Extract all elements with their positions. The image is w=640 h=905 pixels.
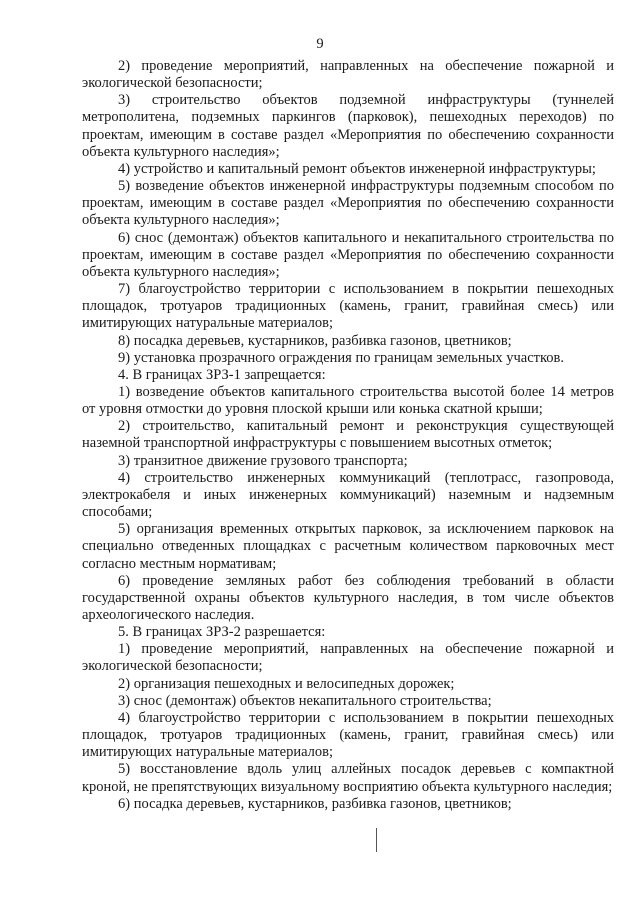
paragraph: 2) организация пешеходных и велосипедных дорожек; (118, 675, 455, 692)
paragraph: 4) устройство и капитальный ремонт объектов инженерной инфраструктуры; (118, 160, 596, 177)
paragraph: 1) возведение объектов капитального строительства высотой более 14 метров от уровня отмостки до уровня плоской крыши или конька скатной крыши; (82, 383, 614, 418)
paragraph: 7) благоустройство территории с использованием в покрытии пешеходных площадок, тротуаров традиционных (камень, гранит, гравийная смесь) или имитирующих натуральные материалов; (82, 281, 614, 332)
paragraph: 3) снос (демонтаж) объектов некапитального строительства; (118, 692, 492, 709)
paragraph: 6) проведение земляных работ без соблюдения требований в области государственной охраны объектов культурного наследия, в том числе объектов археологического наследия. (82, 572, 614, 623)
paragraph: 6) снос (демонтаж) объектов капитального и некапитального строительства по проектам, имеющим в составе раздел «Мероприятия по обеспечению сохранности объекта культурного наследия»; (82, 229, 614, 280)
paragraph: 2) проведение мероприятий, направленных на обеспечение пожарной и экологической безопасности; (82, 58, 614, 92)
paragraph: 3) строительство объектов подземной инфраструктуры (туннелей метрополитена, подземных паркингов (парковок), пешеходных переходов) по проектам, имеющим в составе раздел «Мероприятия по обеспечению сохранности объекта культурного наследия»; (82, 92, 614, 160)
section-heading: 4. В границах ЗРЗ-1 запрещается: (118, 366, 326, 383)
paragraph: 5) восстановление вдоль улиц аллейных посадок деревьев с компактной кроной, не препятствующих визуальному восприятию объекта культурного наследия; (82, 761, 614, 795)
paragraph: 3) транзитное движение грузового транспорта; (118, 452, 408, 469)
section-heading: 5. В границах ЗРЗ-2 разрешается: (118, 624, 326, 641)
paragraph: 6) посадка деревьев, кустарников, разбивка газонов, цветников; (118, 795, 512, 812)
paragraph: 5) организация временных открытых парковок, за исключением парковок на специально отведенных площадках с расчетным количеством парковочных мест согласно местным нормативам; (82, 521, 614, 572)
document-body (82, 58, 614, 813)
page-number: 9 (316, 36, 324, 52)
paragraph: 8) посадка деревьев, кустарников, разбивка газонов, цветников; (118, 332, 512, 349)
text-cursor-line (376, 828, 377, 852)
paragraph: 4) благоустройство территории с использованием в покрытии пешеходных площадок, тротуаров традиционных (камень, гранит, гравийная смесь) или имитирующих натуральные материалов; (82, 709, 614, 761)
paragraph: 4) строительство инженерных коммуникаций (теплотрасс, газопровода, электрокабеля и иных инженерных коммуникаций) наземным и надземным способами; (82, 469, 614, 521)
paragraph: 9) установка прозрачного ограждения по границам земельных участков. (118, 349, 565, 366)
paragraph: 5) возведение объектов инженерной инфраструктуры подземным способом по проектам, имеющим в составе раздел «Мероприятия по обеспечению сохранности объекта культурного наследия»; (82, 178, 614, 229)
paragraph: 2) строительство, капитальный ремонт и реконструкция существующей наземной транспортной инфраструктуры с повышением высотных отметок; (82, 418, 614, 452)
paragraph: 1) проведение мероприятий, направленных на обеспечение пожарной и экологической безопасности; (82, 641, 614, 675)
